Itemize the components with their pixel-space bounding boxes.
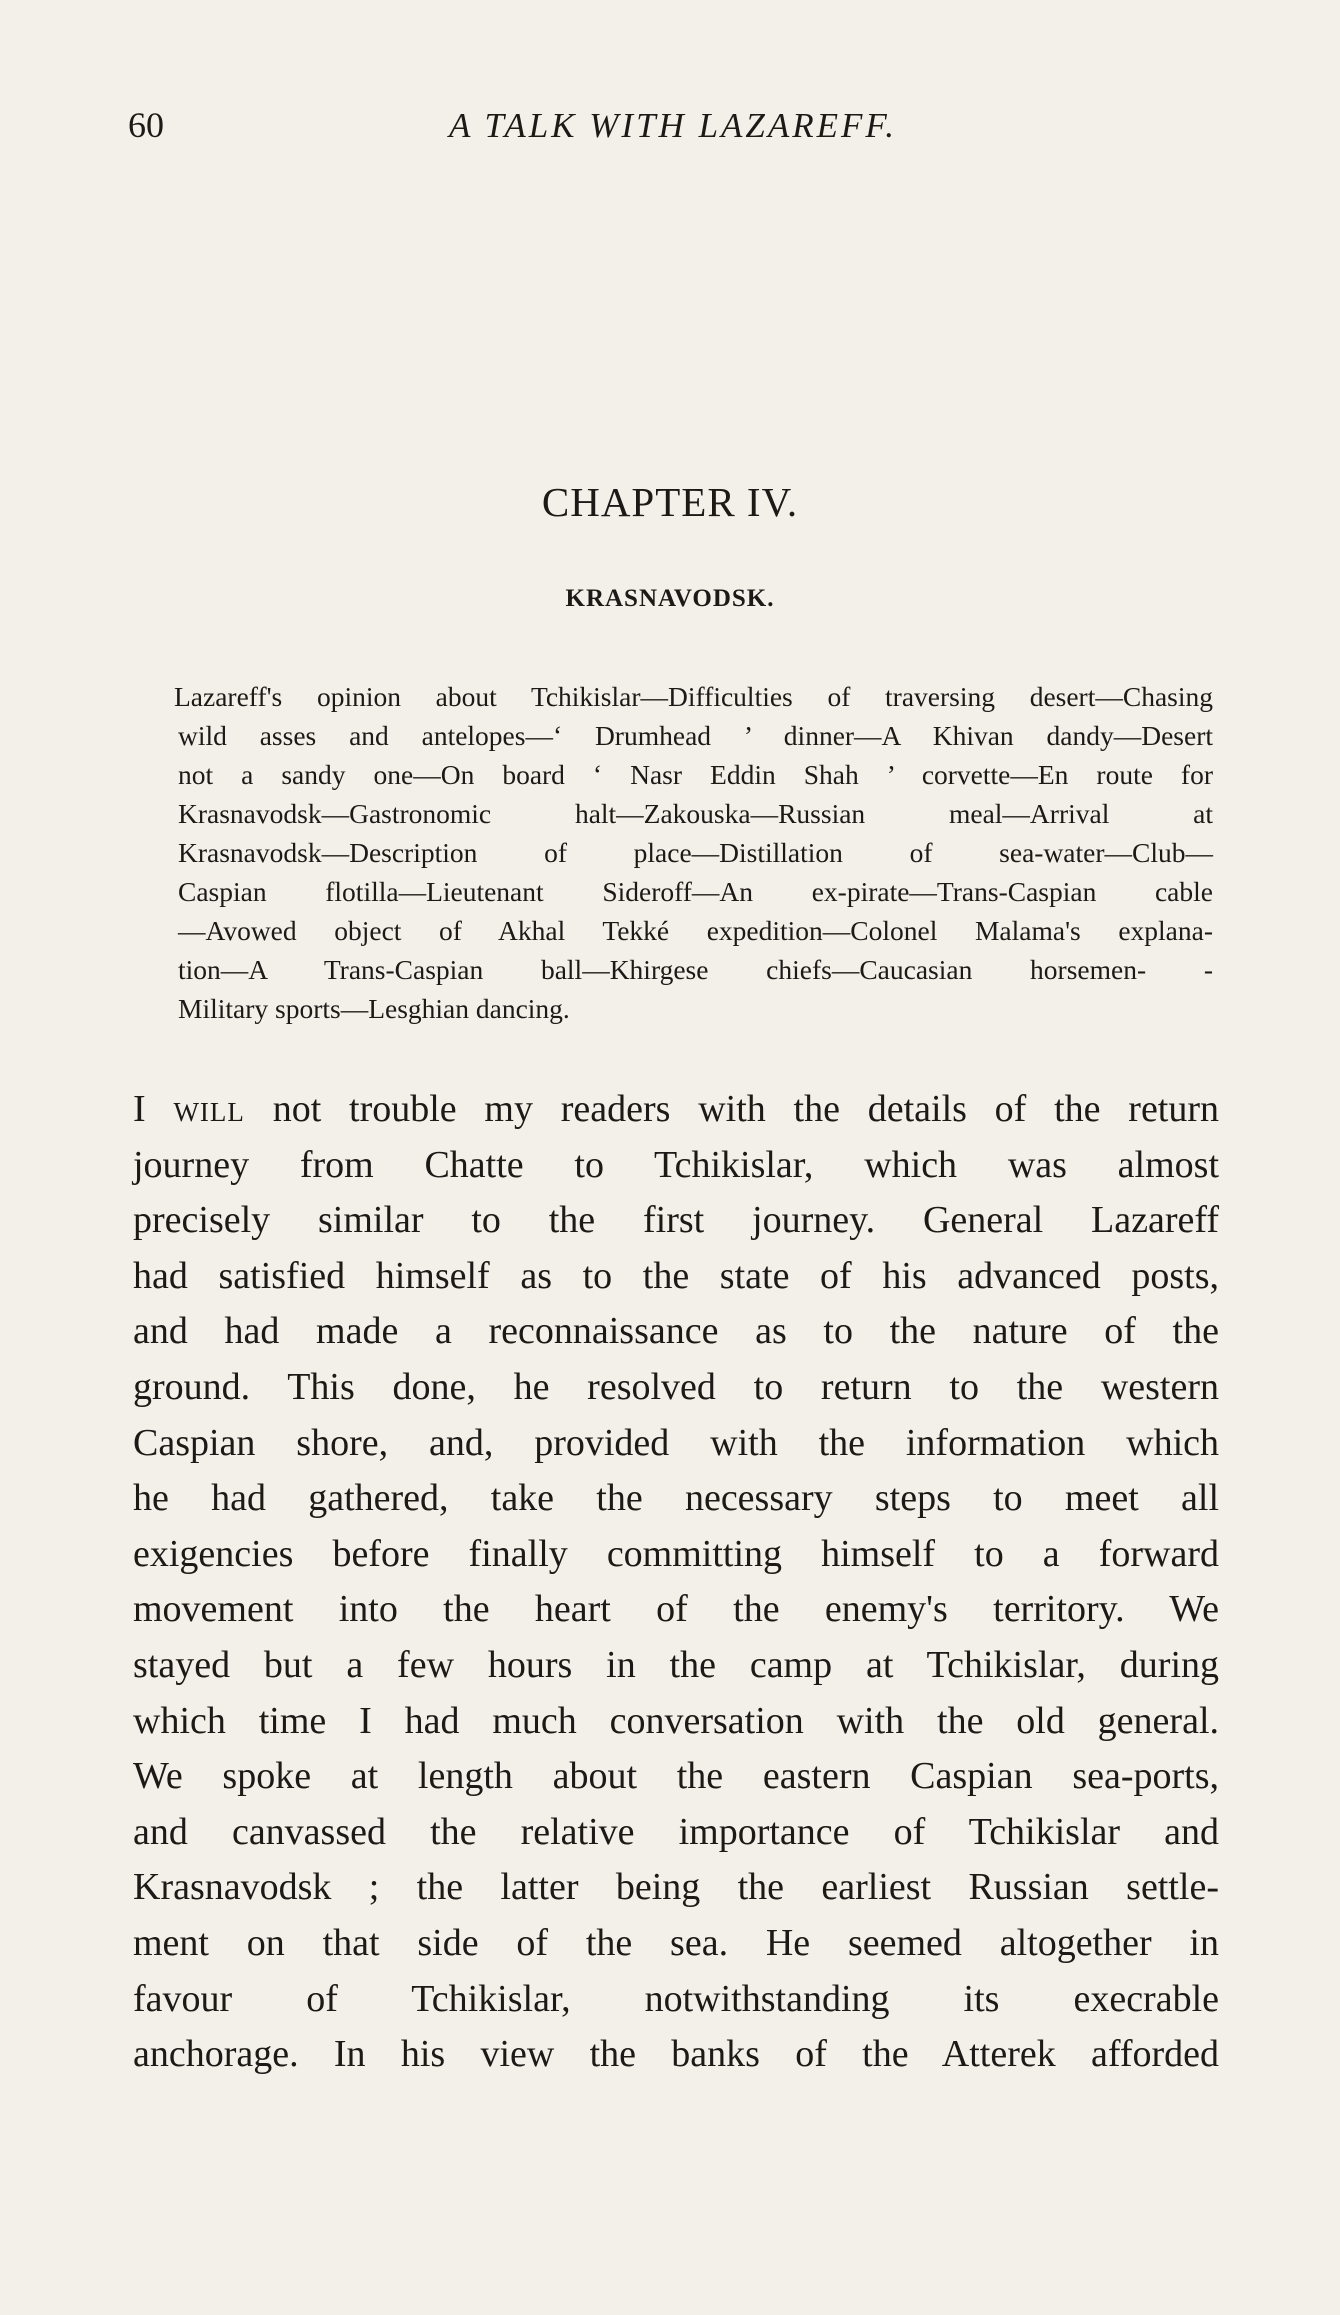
synopsis-line: Caspian flotilla—Lieutenant Sideroff—An ex-pirate—Trans-Caspian cable: [178, 876, 1213, 907]
body-line: ground. This done, he resolved to return to the western: [133, 1365, 1219, 1408]
synopsis-line: —Avowed object of Akhal Tekké expedition—Colonel Malama's explana-: [178, 915, 1213, 946]
body-line: Krasnavodsk ; the latter being the earliest Russian settle-: [133, 1866, 1219, 1909]
body-line: and had made a reconnaissance as to the nature of the: [133, 1310, 1219, 1353]
synopsis-line: not a sandy one—On board ‘ Nasr Eddin Shah ’ corvette—En route for: [178, 759, 1213, 790]
running-head: [128, 104, 1218, 154]
chapter-title: CHAPTER IV.: [541, 479, 799, 525]
body-line: movement into the heart of the enemy's territory. We: [133, 1588, 1219, 1631]
body-line: exigencies before finally committing himself to a forward: [133, 1532, 1219, 1575]
body-line-first: [133, 1082, 1219, 1138]
page-number: 60: [128, 105, 164, 145]
body-line: he had gathered, take the necessary steps to meet all: [133, 1477, 1219, 1520]
running-title: A TALK WITH LAZAREFF.: [448, 106, 898, 145]
body-line: and canvassed the relative importance of Tchikislar and: [133, 1810, 1219, 1853]
first-line-rest: not trouble my readers with the details of the return: [272, 1088, 1220, 1130]
initial-word: I: [133, 1088, 146, 1130]
body-line: anchorage. In his view the banks of the Atterek afforded: [133, 2033, 1219, 2076]
body-line: We spoke at length about the eastern Caspian sea-ports,: [133, 1755, 1219, 1798]
body-line: ment on that side of the sea. He seemed altogether in: [133, 1921, 1219, 1964]
body-line: Caspian shore, and, provided with the information which: [133, 1421, 1219, 1464]
body-line: precisely similar to the first journey. General Lazareff: [133, 1199, 1219, 1242]
synopsis-line: Krasnavodsk—Description of place—Distillation of sea-water—Club—: [178, 837, 1213, 868]
chapter-synopsis: [174, 677, 1213, 1028]
synopsis-line: Lazareff's opinion about Tchikislar—Difficulties of traversing desert—Chasing: [174, 681, 1213, 712]
body-line: stayed but a few hours in the camp at Tchikislar, during: [133, 1643, 1219, 1686]
synopsis-line: Krasnavodsk—Gastronomic halt—Zakouska—Russian meal—Arrival at: [178, 798, 1213, 829]
body-line: journey from Chatte to Tchikislar, which was almost: [133, 1143, 1219, 1186]
synopsis-line: tion—A Trans-Caspian ball—Khirgese chiefs—Caucasian horsemen- -: [178, 954, 1213, 985]
body-paragraph: [133, 1082, 1219, 2083]
synopsis-line: Military sports—Lesghian dancing.: [178, 993, 570, 1024]
body-line: which time I had much conversation with the old general.: [133, 1699, 1219, 1742]
synopsis-line: wild asses and antelopes—‘ Drumhead ’ dinner—A Khivan dandy—Desert: [178, 720, 1213, 751]
smallcaps-word: will: [173, 1088, 245, 1130]
body-line: favour of Tchikislar, notwithstanding its execrable: [133, 1977, 1219, 2020]
body-line: had satisfied himself as to the state of his advanced posts,: [133, 1254, 1219, 1297]
chapter-subtitle: KRASNAVODSK.: [565, 585, 775, 612]
